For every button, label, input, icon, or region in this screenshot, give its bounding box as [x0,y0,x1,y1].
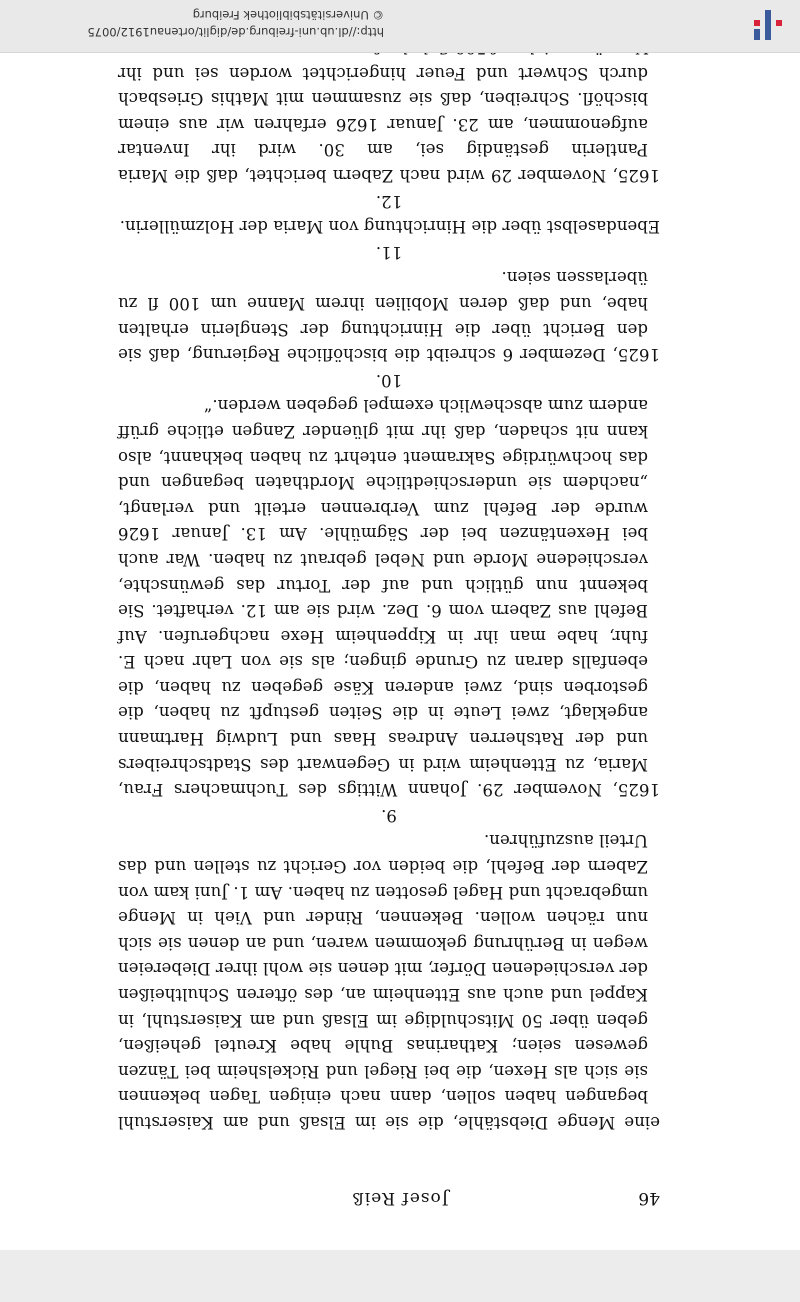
footer-text [24,6,384,40]
source-url[interactable]: http://dl.ub.uni-freiburg.de/diglit/ortenau1912/0075 [87,25,384,39]
library-footer [0,0,800,53]
section-number-11: 11. [375,242,403,262]
page-number: 46 [638,1188,660,1208]
paragraph-4: Ebendaselbst über die Hinrichtung von Maria der Holzmüllerin. [119,217,660,237]
paragraph-1: eine Menge Diebstähle, die sie im Elsaß und am Kaiserstuhl begangen haben sollen, dann nach einigen Tagen bekennen sie sich als Hexen, die bei Riegel und Rickelsheim bei Tänzen gewesen seien; Katharinas Buhle habe Kreutel geheißen, geben über 50 Mitschuldige im Elsaß und am Kaiserstuhl, in Kappel und auch aus Ettenheim an, des öfteren Schultheißen der verschiedenen Dörfer, mit denen sie wohl ihrer Diebereien wegen in Berührung gekommen waren, und an denen sie sich nun rächen wollen. Bekennen, Rinder und Vieh in Menge umgebracht und Hagel gesotten zu haben. Am 1. Juni kam von Zabern der Befehl, die beiden vor Gericht zu stellen und das Urteil auszuführen. [118,831,660,1132]
paragraph-3: 1625, Dezember 6 schreibt die bischöfliche Regierung, daß sie den Bericht über die Hinrichtung der Stenglerin erhalten habe, und daß deren Mobilien ihrem Manne um 100 fl zu überlassen seien. [118,268,660,365]
page-header [0,1178,800,1208]
paragraph-5: 1625, November 29 wird nach Zabern berichtet, daß die Maria Pantlerin geständig sei, am 30. wird ihr Inventar aufgenommen, am 23. Januar 1626 erfahren wir aus einem bischöfl. Schreiben, daß sie zusammen mit Mathis Griesbach durch Schwert und Feuer hingerichtet worden sei und ihr [118,63,660,186]
scanned-page [0,8,800,1250]
section-number-10: 10. [375,370,403,390]
section-number-12: 12. [375,191,403,211]
paragraph-2: 1625, November 29. Johann Wittigs des Tuchmachers Frau, Maria, zu Ettenheim wird in Gegenwart des Stadtschreibers und der Ratsherren Andreas Haas und Ludwig Hartmann angeklagt, zwei Leute in die Seiten gestupft zu haben, die gestorben sind, zwei anderen Käse gegeben zu haben, die ebenfalls daran zu Grunde gingen; als sie von Lahr nach E. fuhr, habe man ihr in Kippenheim Hexe nachgerufen. Auf Befehl aus Zabern vom 6. Dez. wird sie am 12. verhaftet. Sie bekennt nun gütlich und auf der Tortur das gewünschte, verschiedene Morde und Nebel gebraut zu haben. War auch bei Hexentänzen bei der Sägmühle. Am 13. Januar 1626 wurde der Befehl zum Verbrennen erteilt und verlangt, „nachdem sie underschiedtliche Mordthaten begangen und das hochwürdige Sakrament entehrt zu haben bekhannt, also kann nit schaden, daß ihr mit glüender Zangen etliche grüff andern zum abschewlich exempel gegeben werden.“ [118,396,660,800]
copyright-notice: © Universitätsbibliothek Freiburg [192,8,384,22]
running-head: Josef Reiß [351,1188,449,1208]
ub-freiburg-logo-icon [748,8,788,42]
section-number-9: 9. [381,805,397,825]
page-body [118,34,660,1135]
